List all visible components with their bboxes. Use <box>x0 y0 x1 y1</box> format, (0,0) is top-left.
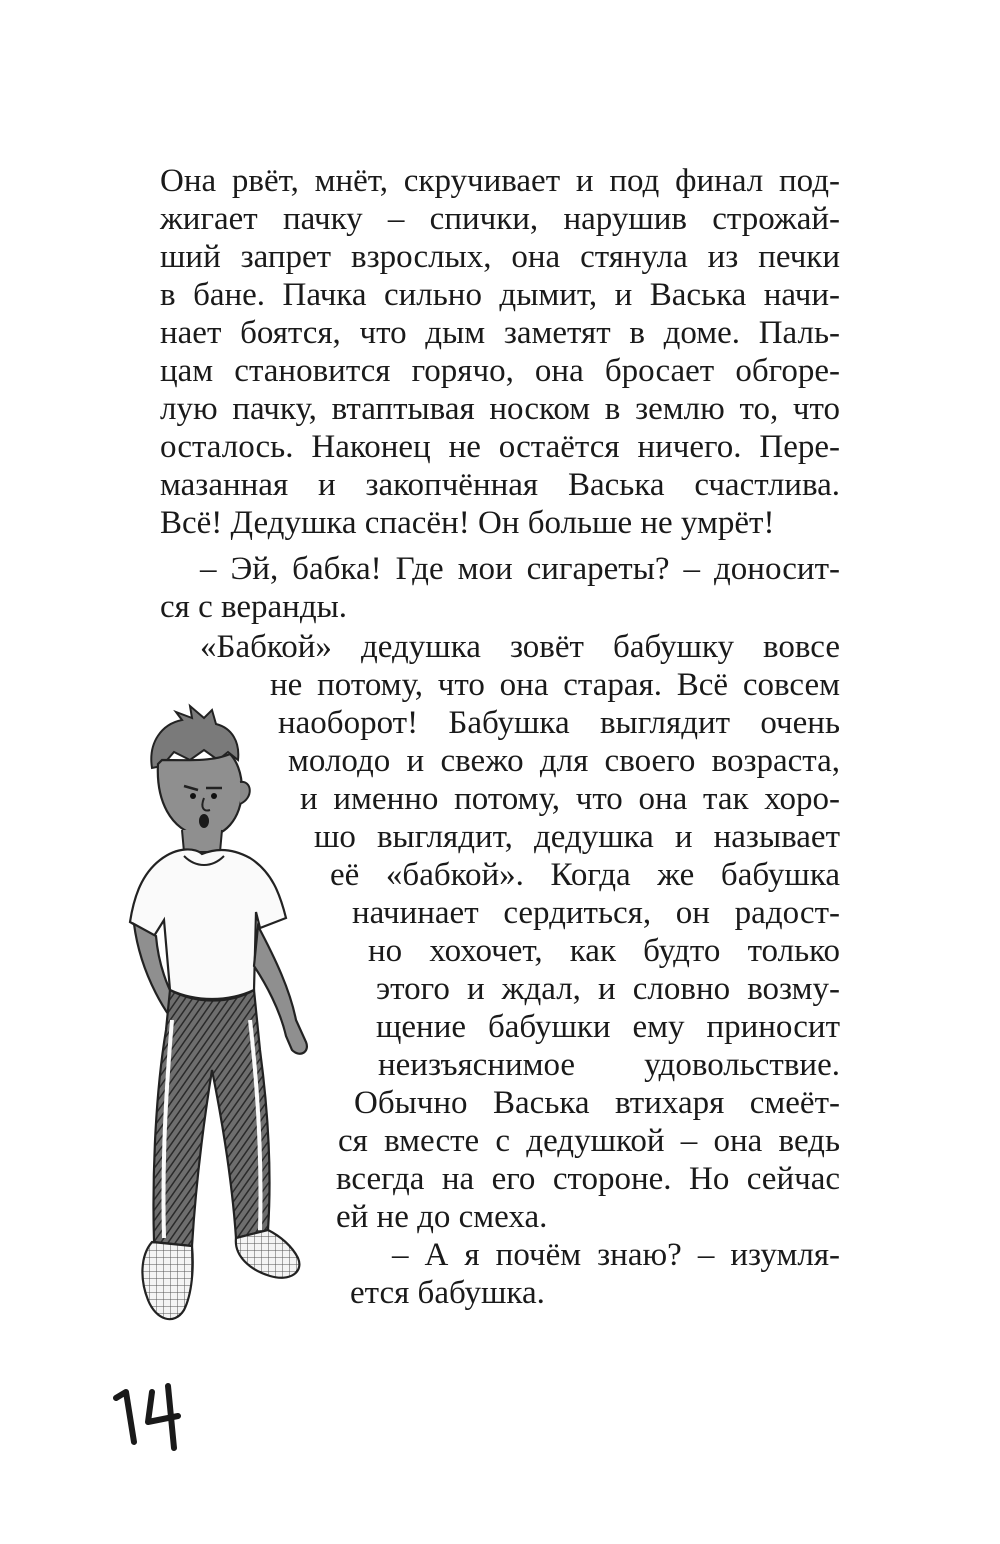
text-line: неизъяснимое удовольствие. <box>378 1047 840 1083</box>
dialogue-line: – Эй, бабка! Где мои сигареты? – доносит- <box>200 551 840 587</box>
text-line: в бане. Пачка сильно дымит, и Васька начи- <box>160 277 840 313</box>
text-line: нает боятся, что дым заметят в доме. Паль- <box>160 315 840 351</box>
text-line: наоборот! Бабушка выглядит очень <box>278 705 840 741</box>
text-line: ется бабушка. <box>350 1275 545 1311</box>
text-line: ся с веранды. <box>160 589 348 625</box>
dialogue-line: – А я почём знаю? – изумля- <box>392 1237 840 1273</box>
text-line: Она рвёт, мнёт, скручивает и под финал под- <box>160 163 840 199</box>
text-line: жигает пачку – спички, нарушив строжай- <box>160 201 840 237</box>
text-line: ший запрет взрослых, она стянула из печки <box>160 239 840 275</box>
text-line: щение бабушки ему приносит <box>376 1009 840 1045</box>
text-line: начинает сердиться, он радост- <box>352 895 840 931</box>
text-line: не потому, что она старая. Всё совсем <box>270 667 840 703</box>
text-line: и именно потому, что она так хоро- <box>300 781 840 817</box>
text-line: цам становится горячо, она бросает обгоре- <box>160 353 840 389</box>
text-line: всегда на его стороне. Но сейчас <box>336 1161 840 1197</box>
page-number <box>108 1378 198 1458</box>
text-line: шо выглядит, дедушка и называет <box>314 819 840 855</box>
text-line: осталось. Наконец не остаётся ничего. Пере- <box>160 429 840 465</box>
text-line: молодо и свежо для своего возраста, <box>288 743 840 779</box>
text-line: «Бабкой» дедушка зовёт бабушку вовсе <box>200 629 840 665</box>
text-line: Всё! Дедушка спасён! Он больше не умрёт! <box>160 505 775 541</box>
text-line: Обычно Васька втихаря смеёт- <box>354 1085 840 1121</box>
text-line: мазанная и закопчённая Васька счастлива. <box>160 467 840 503</box>
text-line: лую пачку, втаптывая носком в землю то, что <box>160 391 840 427</box>
text-line: этого и ждал, и словно возму- <box>376 971 840 1007</box>
grandfather-illustration <box>100 690 360 1370</box>
text-line: но хохочет, как будто только <box>368 933 840 969</box>
text-line: её «бабкой». Когда же бабушка <box>330 857 840 893</box>
text-line: ей не до смеха. <box>336 1199 548 1235</box>
text-line: ся вместе с дедушкой – она ведь <box>338 1123 840 1159</box>
